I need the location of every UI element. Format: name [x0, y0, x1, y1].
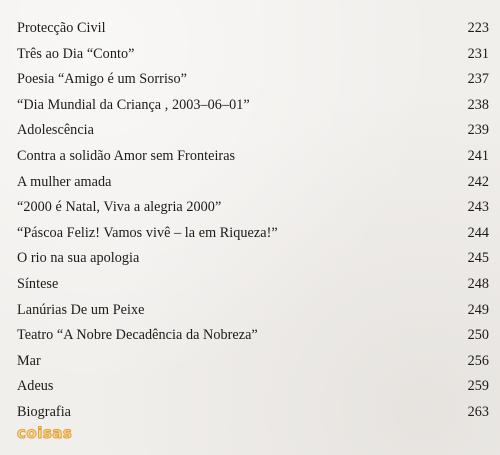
toc-entry-title: Síntese — [17, 275, 59, 292]
toc-entry-title: Biografia — [17, 403, 72, 420]
toc-entry-title: “Páscoa Feliz! Vamos vivê – la em Riqueza!” — [17, 224, 278, 241]
toc-entry-title: Poesia “Amigo é um Sorriso” — [17, 71, 187, 88]
toc-entry-title: Protecção Civil — [17, 20, 106, 36]
toc-entry — [17, 172, 491, 198]
toc-entry-page: 223 — [467, 20, 489, 36]
toc-entry-page: 237 — [467, 71, 489, 88]
toc-entry — [17, 197, 491, 223]
toc-entry-page: 245 — [467, 250, 489, 267]
toc-entry-page: 241 — [467, 147, 489, 164]
toc-entry-title: Adolescência — [17, 122, 95, 139]
toc-entry-title: Contra a solidão Amor sem Fronteiras — [17, 147, 236, 164]
toc-entry — [17, 223, 491, 249]
toc-entry — [17, 120, 491, 146]
toc-entry-page: 249 — [467, 301, 489, 318]
toc-entry — [17, 351, 491, 377]
toc-entry — [17, 300, 491, 326]
toc-entry-page: 239 — [467, 122, 489, 139]
toc-entry-page: 238 — [467, 96, 489, 113]
toc-entry-page: 231 — [467, 45, 489, 62]
toc-entry — [17, 18, 491, 44]
toc-entry — [17, 274, 491, 300]
toc-entry-title: Adeus — [17, 378, 54, 395]
toc-entry-page: 263 — [467, 403, 489, 420]
watermark-logo: coisas — [17, 424, 73, 442]
toc-entry-page: 256 — [467, 352, 489, 369]
toc-entry-page: 243 — [467, 199, 489, 216]
toc-entry-page: 244 — [467, 224, 489, 241]
toc-entry-title: Mar — [17, 352, 41, 369]
toc-entry — [17, 95, 491, 121]
toc-entry — [17, 376, 491, 402]
toc-entry — [17, 44, 491, 70]
toc-entry — [17, 248, 491, 274]
toc-entry — [17, 146, 491, 172]
toc-entry — [17, 402, 491, 428]
toc-entry-title: Três ao Dia “Conto” — [17, 45, 135, 62]
toc-entry-title: Teatro “A Nobre Decadência da Nobreza” — [17, 327, 258, 344]
toc-entry-title: “2000 é Natal, Viva a alegria 2000” — [17, 199, 222, 216]
toc-entry-page: 248 — [467, 275, 489, 292]
toc-entry-page: 259 — [467, 378, 489, 395]
table-of-contents — [17, 18, 491, 428]
toc-entry — [17, 325, 491, 351]
toc-entry-page: 242 — [467, 173, 489, 190]
toc-entry-title: Lanúrias De um Peixe — [17, 301, 145, 318]
toc-entry-page: 250 — [467, 327, 489, 344]
toc-entry-title: A mulher amada — [17, 173, 112, 190]
toc-entry-title: “Dia Mundial da Criança , 2003–06–01” — [17, 96, 250, 113]
toc-entry-title: O rio na sua apologia — [17, 250, 140, 267]
toc-entry — [17, 69, 491, 95]
